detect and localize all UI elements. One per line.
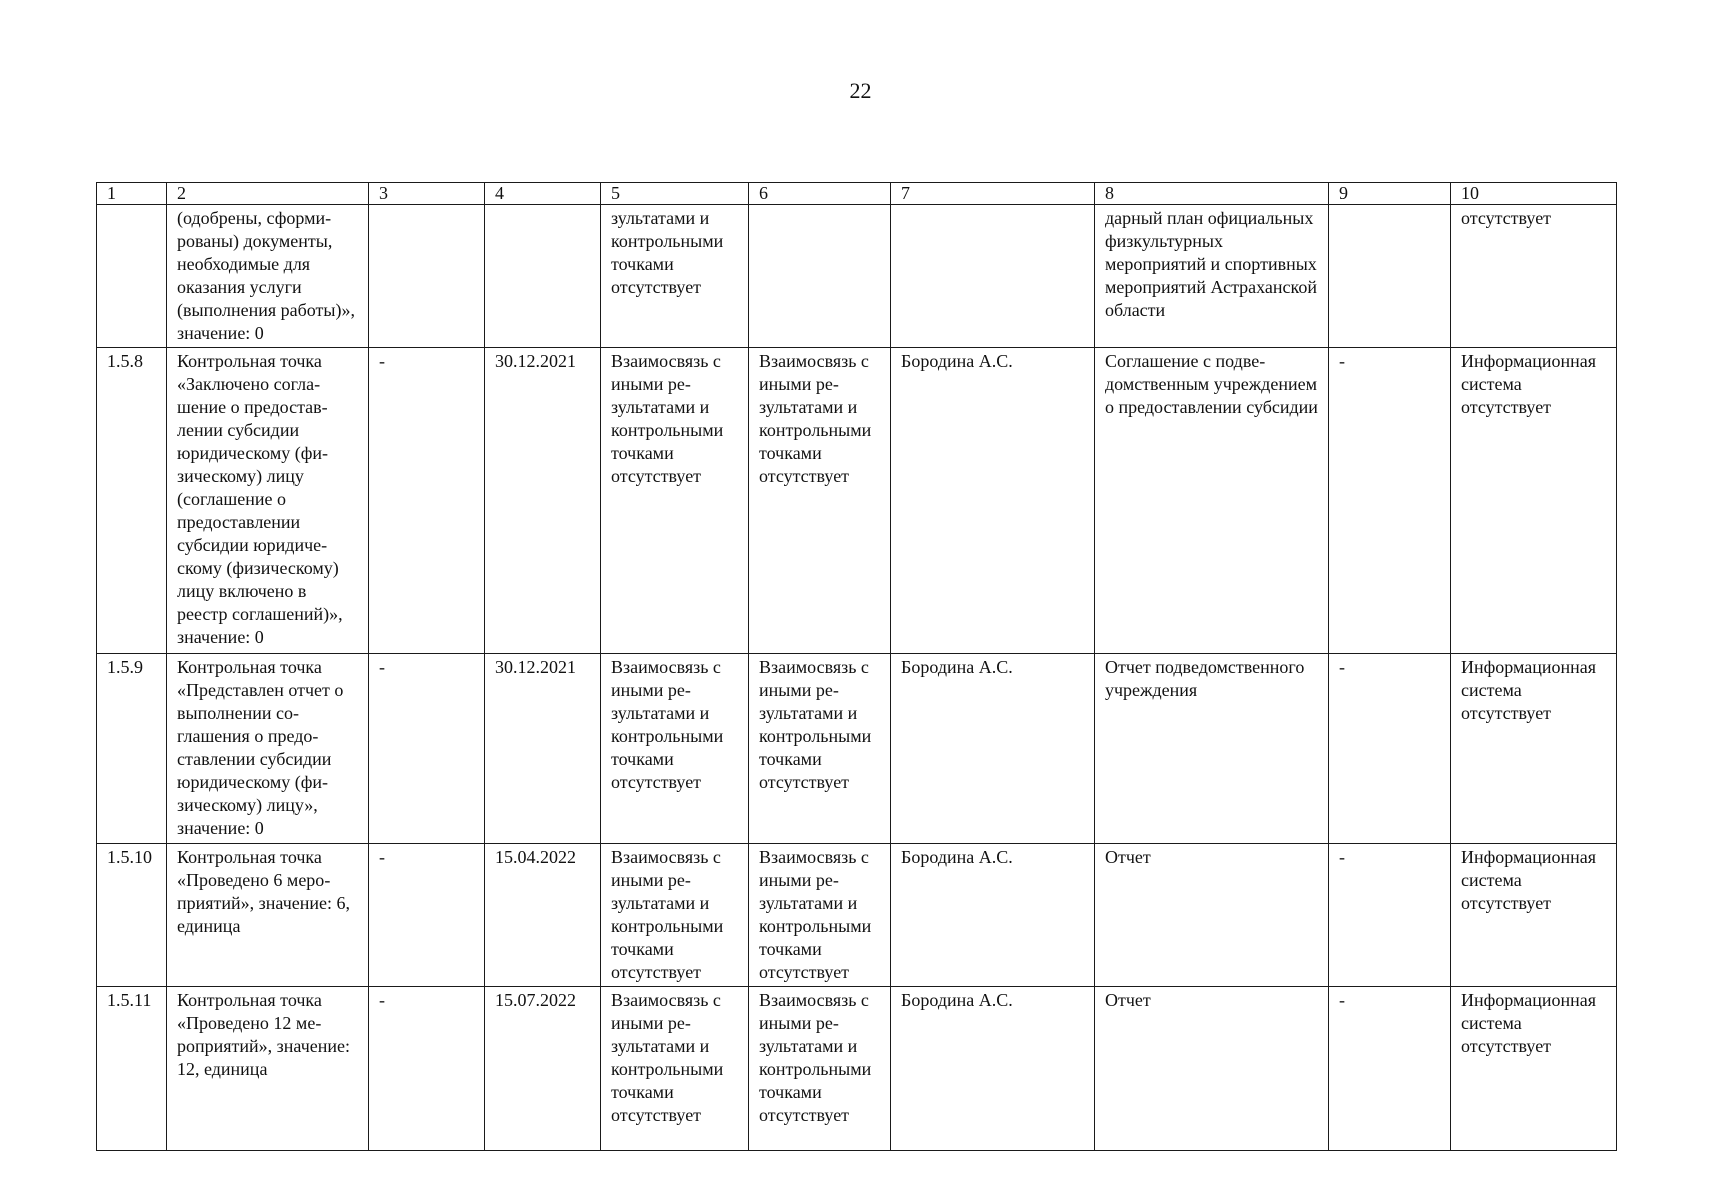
cell-info-system: Информационная система отсутствует (1451, 844, 1617, 987)
cell-col-9 (1329, 205, 1451, 348)
column-header-9: 9 (1329, 183, 1451, 205)
cell-document: Отчет (1095, 987, 1329, 1151)
cell-relation-next: Взаимосвязь с иными результатами и контрольными точками отсутствует (749, 987, 891, 1151)
page-number: 22 (849, 78, 872, 103)
cell-col-9: - (1329, 844, 1451, 987)
cell-col-9: - (1329, 987, 1451, 1151)
table-row (97, 654, 1617, 844)
row-id: 1.5.11 (97, 987, 167, 1151)
cell-date: 15.07.2022 (485, 987, 601, 1151)
control-point-description: (одобрены, сформированы) документы, необходимые для оказания услуги (выполнения работы)», значение: 0 (167, 205, 369, 348)
control-point-description: Контрольная точка «Заключено соглашение о предоставлении субсидии юридическому (физическому) лицу (соглашение о предоставлении субсидии юридическому (физическому) лицу включено в реестр соглашений)», значение: 0 (167, 348, 369, 654)
column-header-8: 8 (1095, 183, 1329, 205)
cell-document: Отчет подведомственного учреждения (1095, 654, 1329, 844)
table-row (97, 348, 1617, 654)
cell-document: дарный план официальных физкультурных мероприятий и спортивных мероприятий Астраханской области (1095, 205, 1329, 348)
cell-date (485, 205, 601, 348)
cell-info-system: отсутствует (1451, 205, 1617, 348)
cell-col-3: - (369, 987, 485, 1151)
cell-col-3: - (369, 654, 485, 844)
cell-relation-prev: Взаимосвязь с иными результатами и контрольными точками отсутствует (601, 987, 749, 1151)
cell-date: 30.12.2021 (485, 348, 601, 654)
cell-col-3: - (369, 844, 485, 987)
cell-responsible: Бородина А.С. (891, 654, 1095, 844)
cell-document: Соглашение с подведомственным учреждением о предоставлении субсидии (1095, 348, 1329, 654)
column-header-6: 6 (749, 183, 891, 205)
cell-responsible: Бородина А.С. (891, 844, 1095, 987)
column-header-10: 10 (1451, 183, 1617, 205)
row-id (97, 205, 167, 348)
column-header-3: 3 (369, 183, 485, 205)
cell-col-3: - (369, 348, 485, 654)
cell-relation-prev: Взаимосвязь с иными результатами и контрольными точками отсутствует (601, 348, 749, 654)
cell-relation-next (749, 205, 891, 348)
cell-relation-prev: Взаимосвязь с иными результатами и контрольными точками отсутствует (601, 844, 749, 987)
cell-date: 15.04.2022 (485, 844, 601, 987)
control-point-description: Контрольная точка «Представлен отчет о выполнении соглашения о предоставлении субсидии юридическому (физическому) лицу», значение: 0 (167, 654, 369, 844)
cell-document: Отчет (1095, 844, 1329, 987)
column-header-5: 5 (601, 183, 749, 205)
column-header-2: 2 (167, 183, 369, 205)
cell-relation-next: Взаимосвязь с иными результатами и контрольными точками отсутствует (749, 348, 891, 654)
table-row (97, 844, 1617, 987)
cell-info-system: Информационная система отсутствует (1451, 987, 1617, 1151)
row-id: 1.5.10 (97, 844, 167, 987)
cell-date: 30.12.2021 (485, 654, 601, 844)
column-header-1: 1 (97, 183, 167, 205)
cell-col-9: - (1329, 654, 1451, 844)
table-row-continuation (97, 205, 1617, 348)
cell-info-system: Информационная система отсутствует (1451, 348, 1617, 654)
cell-responsible: Бородина А.С. (891, 348, 1095, 654)
column-header-4: 4 (485, 183, 601, 205)
row-id: 1.5.8 (97, 348, 167, 654)
control-point-description: Контрольная точка «Проведено 12 мероприятий», значение: 12, единица (167, 987, 369, 1151)
control-points-table (96, 182, 1617, 1151)
cell-responsible: Бородина А.С. (891, 987, 1095, 1151)
cell-col-9: - (1329, 348, 1451, 654)
row-id: 1.5.9 (97, 654, 167, 844)
cell-col-3 (369, 205, 485, 348)
cell-responsible (891, 205, 1095, 348)
cell-info-system: Информационная система отсутствует (1451, 654, 1617, 844)
cell-relation-next: Взаимосвязь с иными результатами и контрольными точками отсутствует (749, 844, 891, 987)
column-number-row (97, 183, 1617, 205)
cell-relation-prev: зультатами и контрольными точками отсутствует (601, 205, 749, 348)
table-row (97, 987, 1617, 1151)
column-header-7: 7 (891, 183, 1095, 205)
cell-relation-prev: Взаимосвязь с иными результатами и контрольными точками отсутствует (601, 654, 749, 844)
control-point-description: Контрольная точка «Проведено 6 мероприятий», значение: 6, единица (167, 844, 369, 987)
cell-relation-next: Взаимосвязь с иными результатами и контрольными точками отсутствует (749, 654, 891, 844)
